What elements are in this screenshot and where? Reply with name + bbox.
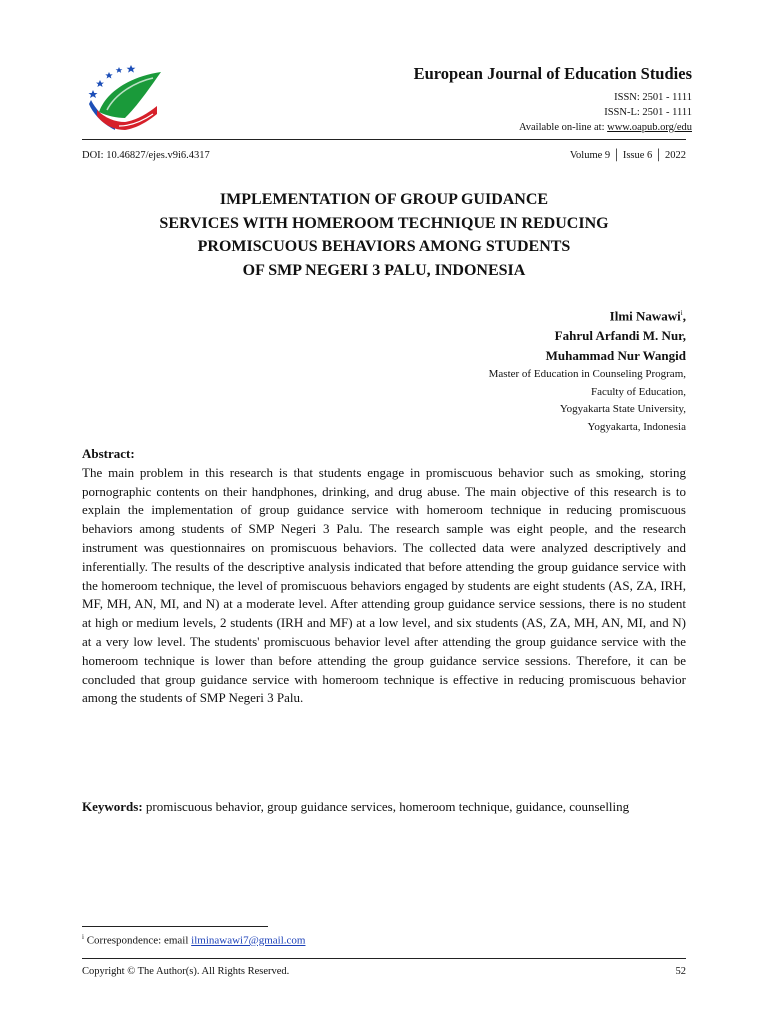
title-line: IMPLEMENTATION OF GROUP GUIDANCE [219,191,549,208]
header-divider [82,139,686,140]
author-block [489,303,686,436]
footnote-marker: i [82,933,84,941]
keywords-label: Keywords: [82,799,143,814]
volume-issue-year: Volume 9 │ Issue 6 │ 2022 [569,150,686,161]
issn: ISSN: 2501 - 1111 [614,92,692,103]
journal-logo [85,60,163,138]
footer-divider [82,958,686,959]
copyright: Copyright © The Author(s). All Rights Reserved. [82,966,290,977]
author-3-name: Muhammad Nur Wangid [545,348,686,364]
journal-url-link[interactable]: www.oapub.org/edu [607,122,692,133]
affiliation-line: Yogyakarta, Indonesia [587,420,686,433]
abstract-heading: Abstract: [82,446,135,461]
abstract-text: The main problem in this research is that students engage in promiscuous behavior such as smoking, storing pornographic contents on their handphones, drinking, and drug abuse. The main objective of this research is to explain the implementation of group guidance service with homeroom technique in reducing promiscuous behaviors among students of SMP Negeri 3 Palu. The research sample was eight people, and the research instrument was questionnaires on promiscuous behaviors. The collected data were analyzed descriptively and inferentially. The results of the descriptive analysis indicated that before attending the group guidance service with the homeroom technique, the level of promiscuous behaviors engaged by students are eight students (AS, ZA, IRH, MF, MH, AN, MI, and N) at a moderate level. After attending group guidance service sessions, there is no student at high or medium levels, 2 students (IRH and MF) at a low level, and six students (AS, ZA, MH, AN, MI, and N) at a very low level. The students' promiscuous behavior level after attending the group guidance service with the homeroom technique is lower than before attending the group guidance service sessions. Therefore, it can be concluded that group guidance service with homeroom technique is effective in reducing promiscuous behavior among the students of SMP Negeri 3 Palu. [82,464,686,706]
article-title [82,188,686,282]
author-1-name: Ilmi Nawawi [609,308,681,324]
abstract [82,445,686,708]
affiliation-line: Faculty of Education, [590,385,686,398]
footnote-prefix: Correspondence: email [83,934,192,947]
affiliation-line: Yogyakarta State University, [559,403,686,416]
author-name [489,303,686,326]
journal-header [414,64,692,135]
doi: DOI: 10.46827/ejes.v9i6.4317 [82,150,210,161]
availability-line [414,120,692,135]
footnote-marker: i [680,309,683,317]
availability-prefix: Available on-line at: [518,122,608,133]
page-footer [82,966,686,977]
author-2-name: Fahrul Arfandi M. Nur, [554,328,686,344]
correspondence-footnote [82,933,305,947]
keywords [82,798,686,817]
journal-title: European Journal of Education Studies [413,64,692,83]
page-number: 52 [675,966,686,977]
title-line: OF SMP NEGERI 3 PALU, INDONESIA [242,261,526,279]
title-line: PROMISCUOUS BEHAVIORS AMONG STUDENTS [197,238,571,255]
footnote-divider [82,926,268,927]
correspondence-email-link[interactable]: ilminawawi7@gmail.com [191,934,306,947]
keywords-text: promiscuous behavior, group guidance services, homeroom technique, guidance, counselling [142,799,630,814]
affiliation-line: Master of Education in Counseling Program, [488,368,686,381]
article-meta [82,150,686,161]
author-1-suffix: , [682,308,686,324]
title-line: SERVICES WITH HOMEROOM TECHNIQUE IN REDUCING [159,214,609,232]
issn-l: ISSN-L: 2501 - 1111 [604,107,692,118]
